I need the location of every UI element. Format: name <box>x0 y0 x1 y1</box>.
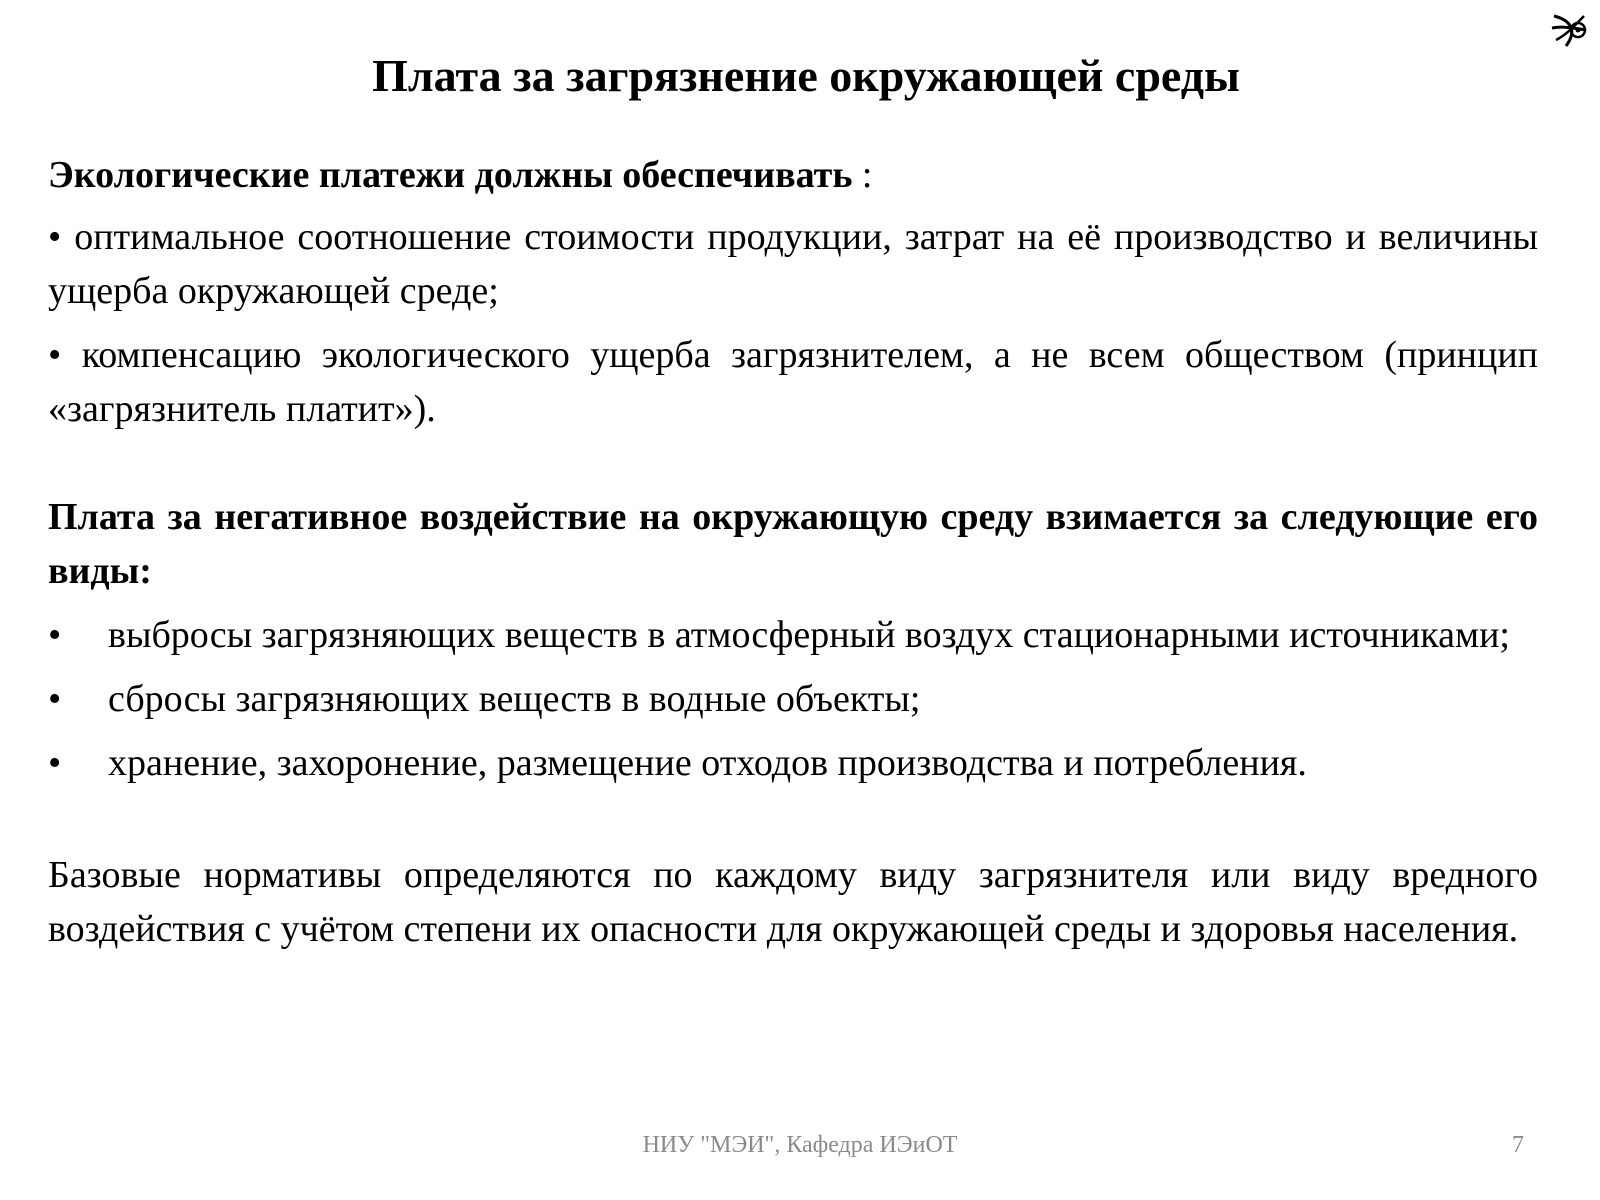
bullet-icon: • <box>48 614 62 656</box>
list-item-text: сбросы загрязняющих веществ в водные объекты; <box>108 678 921 720</box>
list-item <box>48 736 1538 790</box>
slide-title: Плата за загрязнение окружающей среды <box>372 50 1240 101</box>
footer-text: НИУ "МЭИ", Кафедра ИЭиОТ <box>642 1132 958 1158</box>
list-item <box>48 672 1538 726</box>
section1-heading-suffix: : <box>852 154 873 196</box>
list-item-text: выбросы загрязняющих веществ в атмосферный воздух стационарными источниками; <box>108 614 1510 656</box>
section2-list <box>48 608 1538 790</box>
section2-heading: Плата за негативное воздействие на окружающую среду взимается за следующие его виды: <box>48 496 1538 592</box>
list-item-text: хранение, захоронение, размещение отходов производства и потребления. <box>108 742 1307 784</box>
section1-heading: Экологические платежи должны обеспечивать <box>48 154 853 196</box>
section1-heading-line <box>48 148 1538 202</box>
slide-content <box>48 148 1538 956</box>
bullet-icon: • <box>48 742 62 784</box>
bullet-icon: • <box>48 678 62 720</box>
section1-item-2: • компенсацию экологического ущерба загрязнителем, а не всем обществом (принцип «загрязнитель платит»). <box>48 334 1538 430</box>
section1-item-1: • оптимальное соотношение стоимости продукции, затрат на её производство и величины ущерба окружающей среде; <box>48 216 1538 312</box>
list-item <box>48 608 1538 662</box>
section3-text: Базовые нормативы определяются по каждому виду загрязнителя или виду вредного воздействия с учётом степени их опасности для окружающей среды и здоровья населения. <box>48 854 1538 950</box>
page-number: 7 <box>1512 1132 1524 1158</box>
